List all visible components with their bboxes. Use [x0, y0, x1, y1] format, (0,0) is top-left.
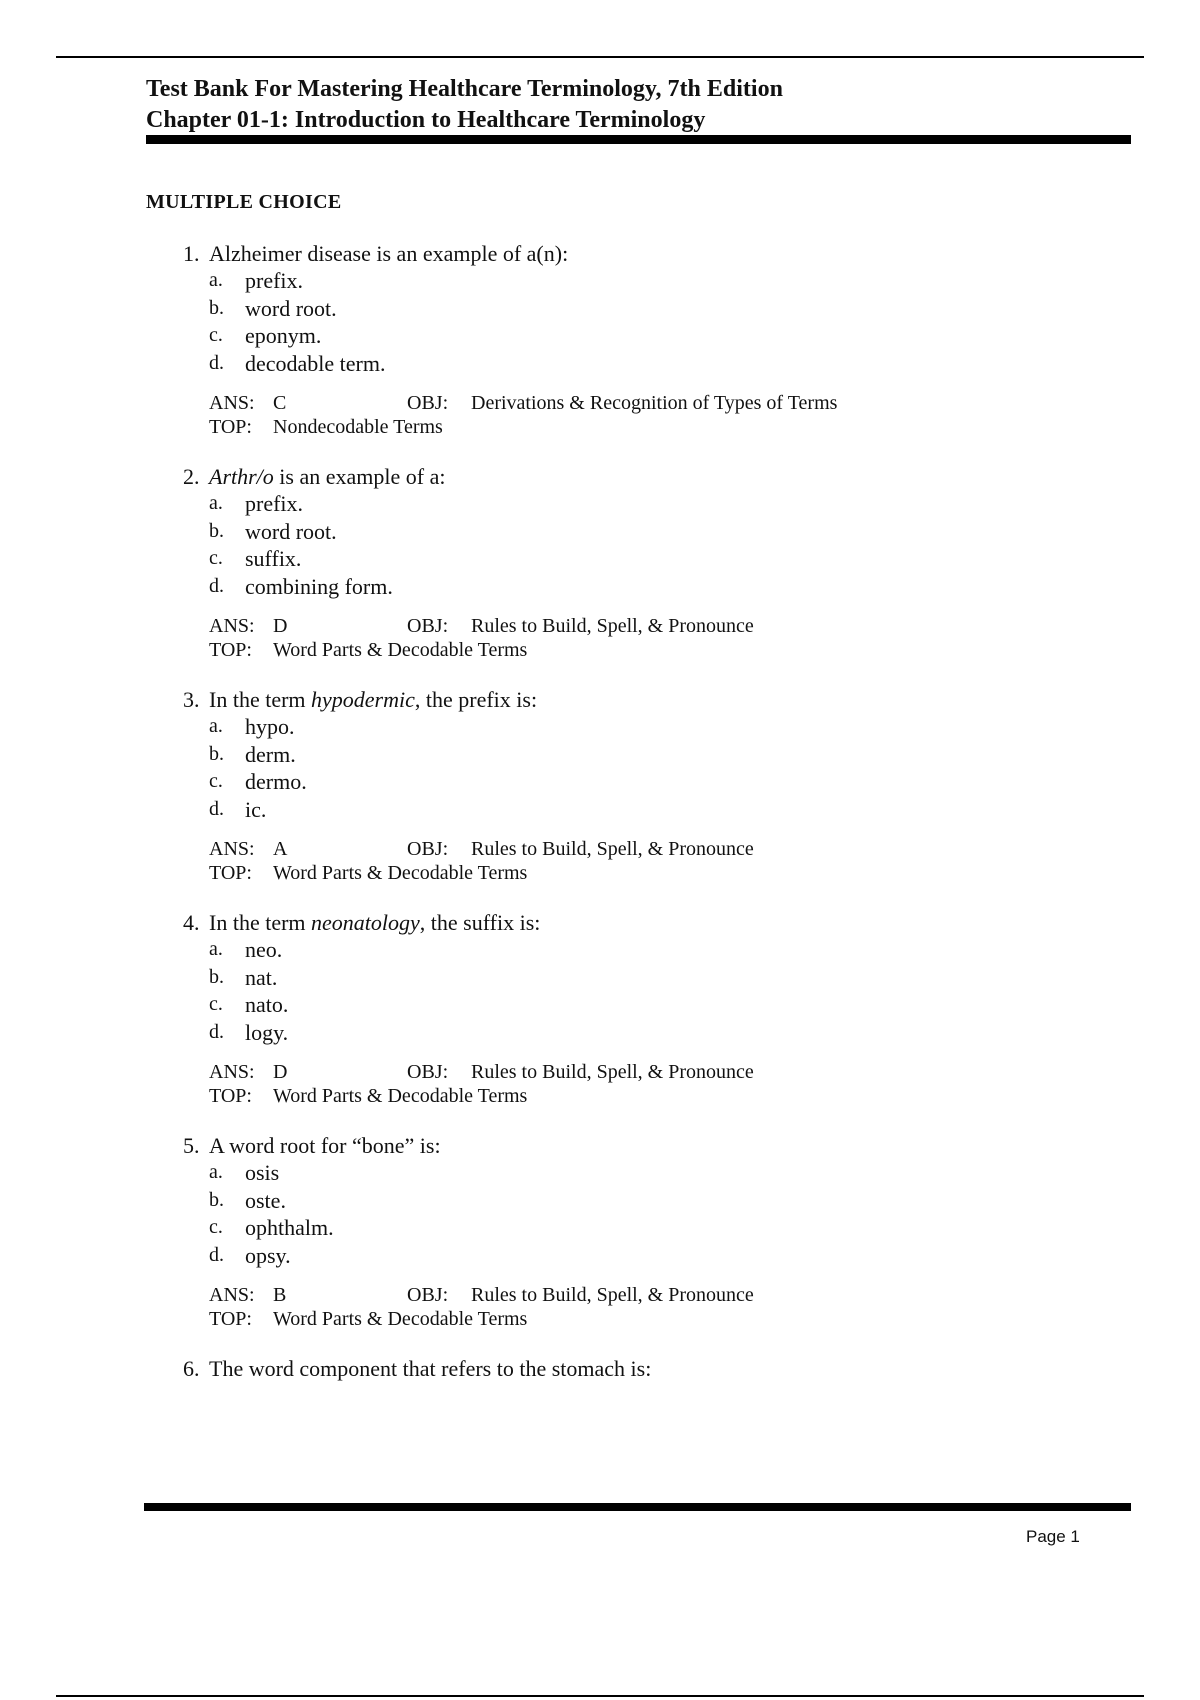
header-title: Test Bank For Mastering Healthcare Terminology, 7th Edition [146, 76, 783, 102]
choice-d [209, 1242, 1131, 1270]
choice-letter: a. [209, 1161, 223, 1183]
answer-value: D [273, 1061, 288, 1083]
choice-b [209, 1187, 1131, 1215]
ans-label: ANS: [209, 392, 255, 414]
choice-text: neo. [245, 937, 283, 962]
header-divider [146, 135, 1131, 144]
choice-text: word root. [245, 518, 337, 544]
objective-value: Derivations & Recognition of Types of Terms [471, 392, 838, 414]
obj-label: OBJ: [407, 1061, 449, 1083]
answer-metadata [209, 614, 1131, 662]
question-3 [146, 686, 1131, 885]
stem-text: Alzheimer disease is an example of a(n): [209, 241, 569, 266]
choice-letter: d. [209, 574, 224, 597]
choice-text: eponym. [245, 323, 322, 348]
stem-text: , the prefix is: [414, 687, 538, 712]
choice-letter: d. [209, 1020, 224, 1043]
ans-label: ANS: [209, 1284, 255, 1306]
choice-letter: d. [209, 1243, 224, 1266]
question-5 [146, 1132, 1131, 1331]
page-number: Page 1 [1026, 1527, 1080, 1546]
choice-text: prefix. [245, 491, 304, 516]
top-label: TOP: [209, 1085, 252, 1107]
choice-list [209, 490, 1131, 600]
topic-value: Word Parts & Decodable Terms [273, 639, 528, 661]
question-stem [146, 1355, 1131, 1382]
answer-metadata [209, 1060, 1131, 1108]
question-stem [146, 686, 1131, 713]
choice-letter: a. [209, 492, 223, 514]
ans-label: ANS: [209, 838, 255, 860]
choice-list [209, 713, 1131, 823]
stem-text: , the suffix is: [419, 910, 541, 935]
choice-text: ic. [245, 796, 267, 822]
choice-text: combining form. [245, 573, 393, 599]
section-title: MULTIPLE CHOICE [146, 191, 342, 213]
stem-text: A word root for “bone” is: [209, 1133, 441, 1158]
choice-letter: c. [209, 547, 223, 569]
choice-c [209, 1214, 1131, 1242]
answer-value: C [273, 392, 287, 414]
choice-b [209, 518, 1131, 546]
choice-letter: c. [209, 1216, 223, 1238]
objective-value: Rules to Build, Spell, & Pronounce [471, 838, 754, 860]
answer-metadata [209, 837, 1131, 885]
answer-value: B [273, 1284, 287, 1306]
answer-metadata [209, 1283, 1131, 1331]
topic-value: Word Parts & Decodable Terms [273, 1085, 528, 1107]
choice-a [209, 267, 1131, 295]
stem-text: In the term [209, 687, 312, 712]
stem-italic-term: neonatology [311, 910, 420, 935]
choice-letter: c. [209, 993, 223, 1015]
choice-letter: b. [209, 742, 224, 765]
ans-label: ANS: [209, 1061, 255, 1083]
choice-letter: c. [209, 324, 223, 346]
choice-letter: a. [209, 938, 223, 960]
objective-value: Rules to Build, Spell, & Pronounce [471, 1061, 754, 1083]
question-6 [146, 1355, 1131, 1382]
stem-text: The word component that refers to the stomach is: [209, 1356, 652, 1381]
choice-b [209, 741, 1131, 769]
choice-c [209, 991, 1131, 1019]
choice-b [209, 964, 1131, 992]
choice-letter: a. [209, 715, 223, 737]
choice-c [209, 545, 1131, 573]
choice-text: nato. [245, 992, 289, 1017]
choice-d [209, 796, 1131, 824]
question-number: 5. [183, 1133, 200, 1158]
choice-text: derm. [245, 741, 296, 767]
answer-metadata [209, 391, 1131, 439]
choice-text: oste. [245, 1187, 286, 1213]
choice-text: hypo. [245, 714, 295, 739]
question-stem [146, 463, 1131, 490]
choice-a [209, 936, 1131, 964]
header-chapter: Chapter 01-1: Introduction to Healthcare Terminology [146, 107, 706, 133]
topic-value: Word Parts & Decodable Terms [273, 862, 528, 884]
question-2 [146, 463, 1131, 662]
stem-italic-term: hypodermic [311, 687, 415, 712]
top-label: TOP: [209, 862, 252, 884]
obj-label: OBJ: [407, 838, 449, 860]
topic-value: Word Parts & Decodable Terms [273, 1308, 528, 1330]
choice-text: decodable term. [245, 350, 386, 376]
stem-text: is an example of a: [273, 464, 446, 489]
choice-text: ophthalm. [245, 1215, 334, 1240]
question-stem [146, 240, 1131, 267]
objective-value: Rules to Build, Spell, & Pronounce [471, 615, 754, 637]
answer-value: A [273, 838, 288, 860]
choice-letter: d. [209, 797, 224, 820]
choice-letter: d. [209, 351, 224, 374]
question-list [146, 240, 1131, 1406]
choice-d [209, 350, 1131, 378]
stem-text: In the term [209, 910, 312, 935]
top-label: TOP: [209, 639, 252, 661]
choice-letter: a. [209, 269, 223, 291]
top-label: TOP: [209, 416, 252, 438]
question-stem [146, 909, 1131, 936]
choice-d [209, 573, 1131, 601]
choice-list [209, 267, 1131, 377]
choice-text: osis [245, 1160, 280, 1185]
footer-divider [144, 1503, 1131, 1511]
choice-text: prefix. [245, 268, 304, 293]
choice-list [209, 936, 1131, 1046]
question-number: 1. [183, 241, 200, 266]
stem-italic-term: Arthr/o [209, 464, 274, 489]
choice-letter: b. [209, 965, 224, 988]
choice-text: nat. [245, 964, 278, 990]
question-number: 2. [183, 464, 200, 489]
choice-letter: c. [209, 770, 223, 792]
question-stem [146, 1132, 1131, 1159]
answer-value: D [273, 615, 288, 637]
objective-value: Rules to Build, Spell, & Pronounce [471, 1284, 754, 1306]
choice-c [209, 768, 1131, 796]
choice-a [209, 713, 1131, 741]
choice-b [209, 295, 1131, 323]
choice-text: logy. [245, 1019, 289, 1045]
top-label: TOP: [209, 1308, 252, 1330]
choice-c [209, 322, 1131, 350]
choice-letter: b. [209, 1188, 224, 1211]
choice-letter: b. [209, 296, 224, 319]
question-4 [146, 909, 1131, 1108]
ans-label: ANS: [209, 615, 255, 637]
choice-d [209, 1019, 1131, 1047]
question-number: 6. [183, 1356, 200, 1381]
choice-letter: b. [209, 519, 224, 542]
choice-text: dermo. [245, 769, 307, 794]
choice-a [209, 490, 1131, 518]
question-1 [146, 240, 1131, 439]
bottom-page-rule [56, 1695, 1144, 1697]
choice-text: word root. [245, 295, 337, 321]
document-header [146, 74, 1131, 136]
choice-a [209, 1159, 1131, 1187]
obj-label: OBJ: [407, 615, 449, 637]
question-number: 3. [183, 687, 200, 712]
choice-text: opsy. [245, 1242, 291, 1268]
topic-value: Nondecodable Terms [273, 416, 443, 438]
choice-text: suffix. [245, 546, 302, 571]
obj-label: OBJ: [407, 392, 449, 414]
choice-list [209, 1159, 1131, 1269]
obj-label: OBJ: [407, 1284, 449, 1306]
top-page-rule [56, 56, 1144, 58]
question-number: 4. [183, 910, 200, 935]
